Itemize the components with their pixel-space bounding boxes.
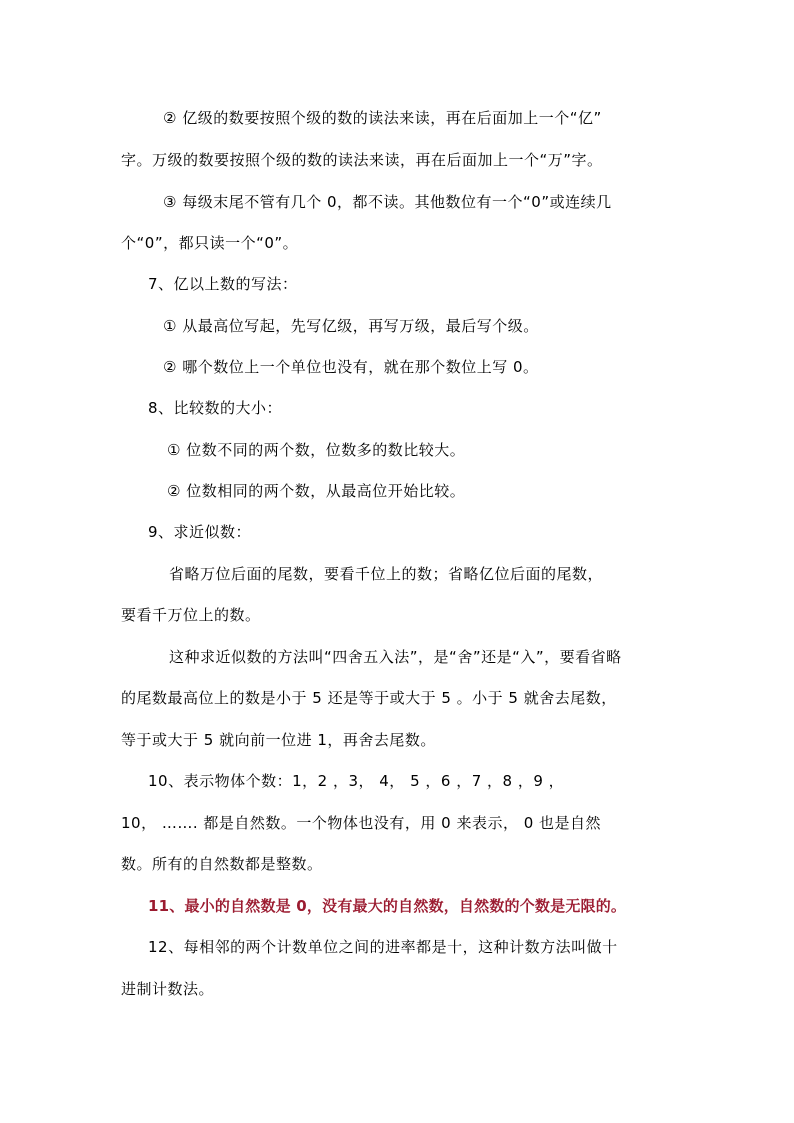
paragraph-line: 10， ……. 都是自然数。一个物体也没有，用 0 来表示， 0 也是自然 (121, 814, 602, 832)
list-item: ① 从最高位写起，先写亿级，再写万级，最后写个级。 (163, 317, 539, 335)
paragraph-line: 省略万位后面的尾数，要看千位上的数；省略亿位后面的尾数， (169, 565, 604, 583)
list-item: ② 哪个数位上一个单位也没有，就在那个数位上写 0。 (163, 358, 539, 376)
paragraph-line: 的尾数最高位上的数是小于 5 还是等于或大于 5 。小于 5 就舍去尾数， (121, 689, 617, 707)
paragraph-line: 这种求近似数的方法叫“四舍五入法”，是“舍”还是“入”，要看省略 (169, 648, 622, 666)
paragraph-line: 等于或大于 5 就向前一位进 1，再舍去尾数。 (121, 731, 436, 749)
highlighted-statement: 11、最小的自然数是 0，没有最大的自然数，自然数的个数是无限的。 (148, 897, 627, 915)
paragraph-line: ③ 每级末尾不管有几个 0，都不读。其他数位有一个“0”或连续几 (163, 193, 612, 211)
paragraph-line: 要看千万位上的数。 (121, 606, 261, 624)
paragraph-line: 字。万级的数要按照个级的数的读法来读，再在后面加上一个“万”字。 (121, 151, 603, 169)
section-heading: 12、每相邻的两个计数单位之间的进率都是十，这种计数方法叫做十 (148, 938, 618, 956)
paragraph-line: ② 亿级的数要按照个级的数的读法来读，再在后面加上一个“亿” (163, 109, 602, 127)
paragraph-line: 数。所有的自然数都是整数。 (121, 855, 323, 873)
list-item: ① 位数不同的两个数，位数多的数比较大。 (167, 441, 466, 459)
section-heading: 7、亿以上数的写法： (148, 275, 298, 293)
paragraph-line: 进制计数法。 (121, 980, 215, 998)
paragraph-line: 个“0”，都只读一个“0”。 (121, 234, 299, 252)
section-heading: 8、比较数的大小： (148, 399, 283, 417)
section-heading: 9、求近似数： (148, 523, 252, 541)
section-heading: 10、表示物体个数：1，2 ，3， 4， 5 ，6 ，7 ，8 ，9 ， (148, 772, 565, 790)
list-item: ② 位数相同的两个数，从最高位开始比较。 (167, 482, 466, 500)
